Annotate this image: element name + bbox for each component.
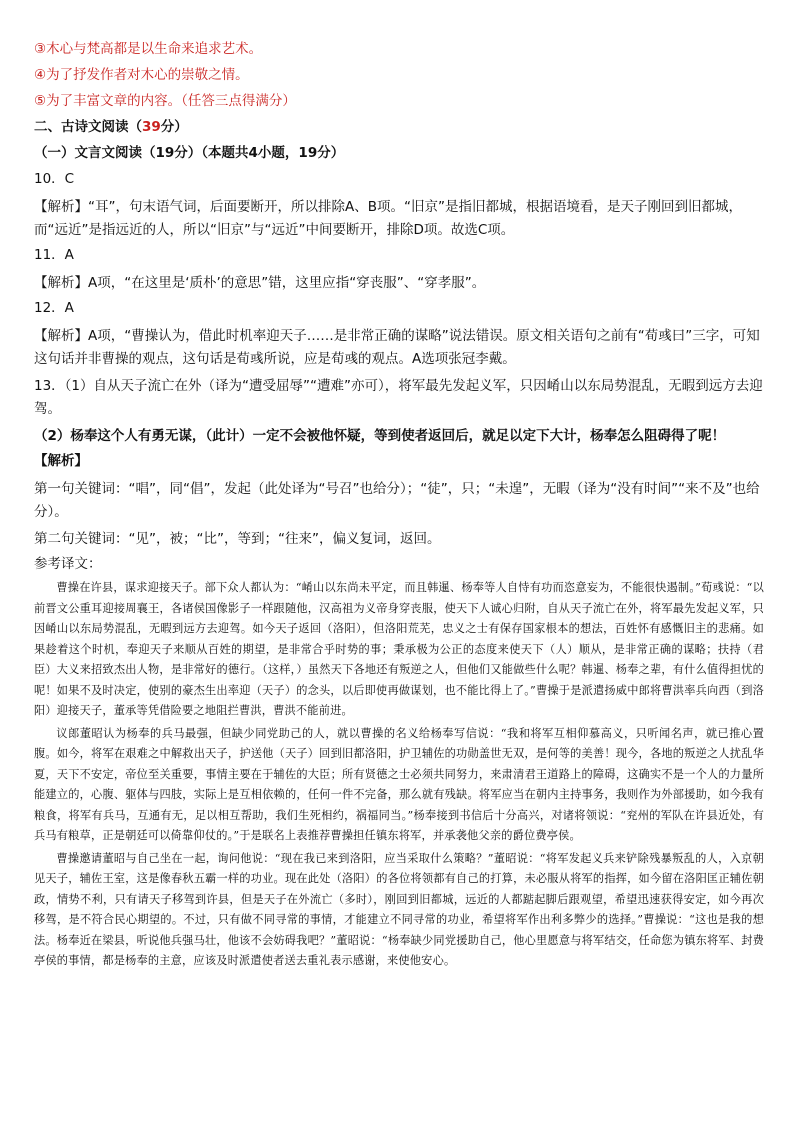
translation-paragraph-3: 曹操邀请董昭与自己坐在一起，询问他说：“现在我已来到洛阳，应当采取什么策略？”董昭说：“将军发起义兵来铲除残暴叛乱的人，入京朝见天子，辅佐王室，这是像春秋五霸一样的功业。现在此处（洛阳）的各位将领都有自己的打算，未必服从将军的指挥，如今留在洛阳匡正辅佐朝政，情势不利，只有请天子移驾到许县，但是天子在外流亡（多时），刚回到旧都城，远近的人都踮起脚后跟观望，希望迅速获得安定，如今再次移驾，是不符合民心期望的。不过，只有做不同寻常的事情，才能建立不同寻常的功业，希望将军作出利多弊少的选择。”曹操说：“这也是我的想法。杨奉近在梁县，听说他兵强马壮，他该不会妨碍我吧？”董昭说：“杨奉缺少同党援助自己，他心里愿意与将军结交，任命您为镇东将军、封费亭侯的事情，都是杨奉的主意，应该及时派遣使者送去重礼表示感谢，来使他安心。 bbox=[34, 851, 764, 967]
answer-line-3: ③木心与梵高都是以生命来追求艺术。 bbox=[34, 41, 263, 57]
answer-line-5: ⑤为了丰富文章的内容。（任答三点得满分） bbox=[34, 93, 296, 109]
section-score: 39 bbox=[142, 119, 161, 135]
translation-paragraph-1: 曹操在许县，谋求迎接天子。部下众人都认为：“崤山以东尚未平定，而且韩暹、杨奉等人自恃有功而恣意妄为，不能很快遏制。”荀彧说：“以前晋文公重耳迎接周襄王，各诸侯国像影子一样跟随他，汉高祖为义帝身穿丧服，使天下人诚心归附，自从天子流亡在外，将军最先发起义军，只因崤山以东局势混乱，无暇到远方去迎驾。如今天子返回（洛阳），但洛阳荒芜，忠义之士有保存国家根本的想法，百姓怀有感慨旧主的悲痛。如果趁着这个时机，奉迎天子来顺从百姓的期望，是非常合乎时势的事；秉承极为公正的态度来使天下（人）顺从，是非常正确的谋略；扶持（君臣）大义来招致杰出人物，是非常好的德行。（这样，）虽然天下各地还有叛逆之人，但他们又能做些什么呢？韩暹、杨奉之辈，有什么值得担忧的呢！如果不及时决定，使别的豪杰生出率迎（天子）的念头，以后即使再做谋划，也不能比得上了。”曹操于是派遣扬威中郎将曹洪率兵向西（到洛阳）迎接天子，董承等凭借险要之地阻拦曹洪，曹洪不能前进。 bbox=[34, 581, 764, 717]
q11-analysis: 【解析】A项，“在这里是‘质朴’的意思”错，这里应指“穿丧服”、“穿孝服”。 bbox=[34, 275, 486, 291]
q13-answer-2: （2）杨奉这个人有勇无谋，（此计）一定不会被他怀疑，等到使者返回后，就足以定下大计，杨奉怎么阻碍得了呢！ bbox=[34, 428, 726, 444]
q13-keywords-1: 第一句关键词：“唱”，同“倡”，发起（此处译为“号召”也给分）；“徒”，只；“未遑”，无暇（译为“没有时间”“来不及”也给分）。 bbox=[34, 481, 760, 520]
q13-analysis-label: 【解析】 bbox=[34, 453, 88, 469]
q13-answer-1: 13．（1）自从天子流亡在外（译为“遭受屈辱”“遭难”亦可），将军最先发起义军，只因崤山以东局势混乱，无暇到远方去迎驾。 bbox=[34, 378, 763, 417]
answer-line-4: ④为了抒发作者对木心的崇敬之情。 bbox=[34, 67, 249, 83]
answer-key-page bbox=[34, 40, 764, 974]
q13-keywords-2: 第二句关键词：“见”，被；“比”，等到；“往来”，偏义复词，返回。 bbox=[34, 531, 441, 547]
section-heading: 二、古诗文阅读（39分） bbox=[34, 119, 188, 135]
translation-paragraph-2: 议郎董昭认为杨奉的兵马最强，但缺少同党助己的人，就以曹操的名义给杨奉写信说：“我和将军互相仰慕高义，只听闻名声，就已推心置腹。如今，将军在艰难之中解救出天子，护送他（天子）回到旧都洛阳，护卫辅佐的功勋盖世无双，是何等的美善！现今，各地的叛逆之人扰乱华夏，天下不安定，帝位至关重要，事情主要在于辅佐的大臣；所有贤德之士必须共同努力，来肃清君王道路上的障碍，这确实不是一个人的力量所能建立的，心腹、躯体与四肢，实际上是互相依赖的，任何一件不完备，那么就有残缺。将军应当在朝内主持事务，我则作为外部援助，如今我有粮食，将军有兵马，互通有无，足以相互帮助，我们生死相约，祸福同当。”杨奉接到书信后十分高兴，对诸将领说：“兖州的军队在许县近处，有兵马有粮草，正是朝廷可以倚靠仰仗的。”于是联名上表推荐曹操担任镇东将军，并承袭他父亲的爵位费亭侯。 bbox=[34, 726, 764, 842]
q10-analysis: 【解析】“耳”，句末语气词，后面要断开，所以排除A、B项。“旧京”是指旧都城，根据语境看，是天子刚回到旧都城，而“远近”是指远近的人，所以“旧京”与“远近”中间要断开，排除D项。故选C项。 bbox=[34, 199, 742, 238]
subsection-heading: （一）文言文阅读（19分）（本题共4小题，19分） bbox=[34, 145, 345, 161]
translation-label: 参考译文： bbox=[34, 556, 102, 572]
q11-answer: 11．A bbox=[34, 247, 74, 263]
q12-answer: 12．A bbox=[34, 300, 74, 316]
q12-analysis: 【解析】A项，“曹操认为，借此时机率迎天子……是非常正确的谋略”说法错误。原文相关语句之前有“荀彧曰”三字，可知这句话并非曹操的观点，这句话是荀彧所说，应是荀彧的观点。A选项张冠李戴。 bbox=[34, 328, 760, 367]
q10-answer: 10．C bbox=[34, 171, 75, 187]
